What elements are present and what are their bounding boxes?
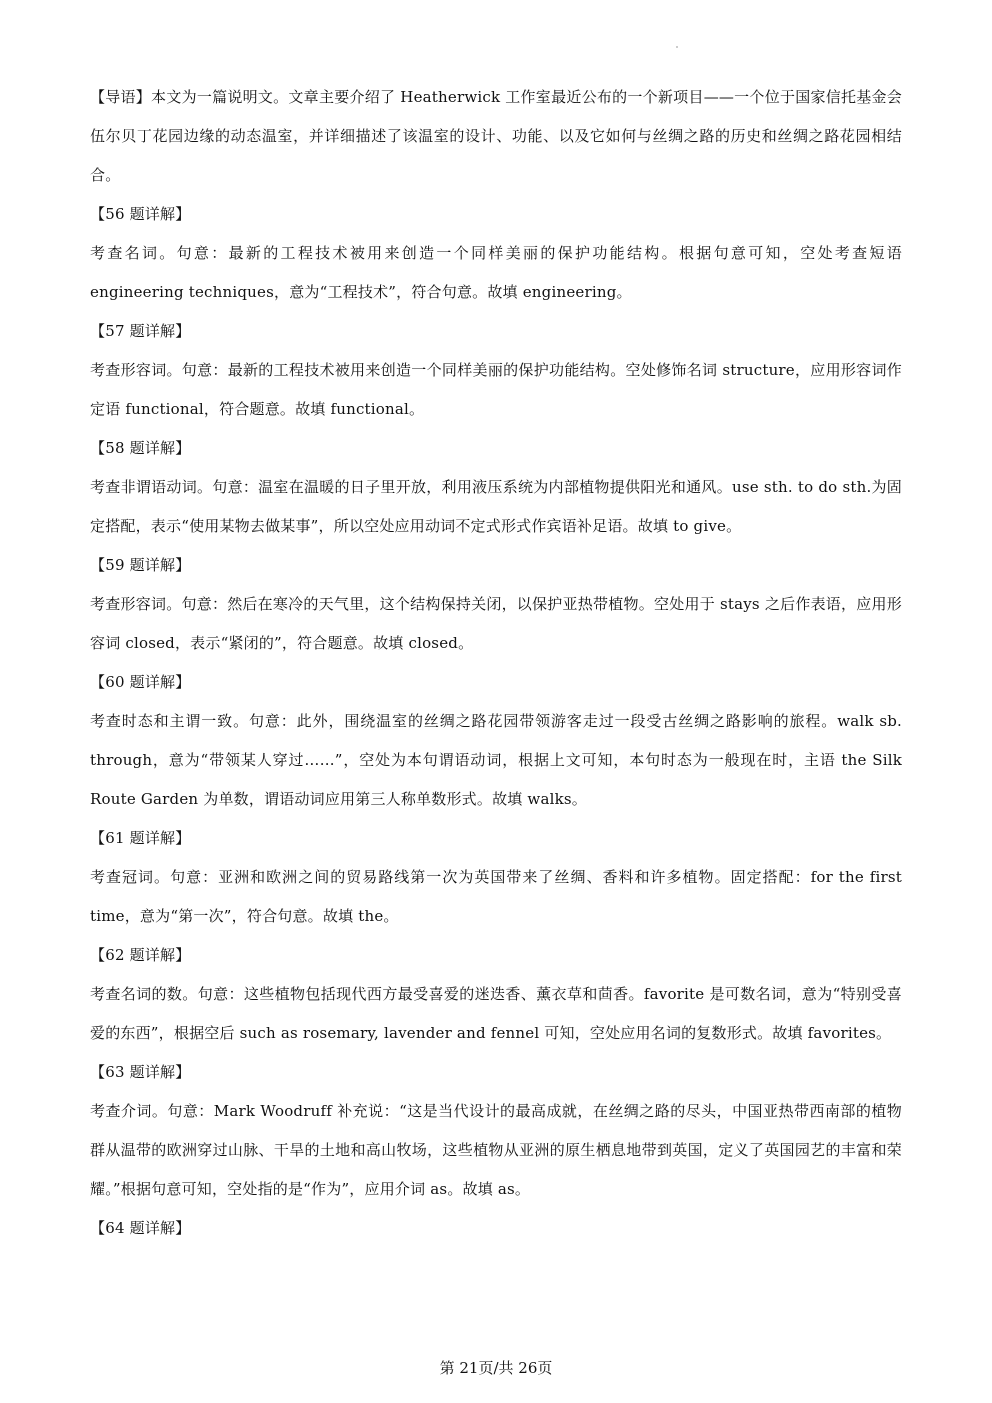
- section-title: 【56 题详解】: [90, 205, 191, 223]
- section-body: 考查非谓语动词。句意：温室在温暖的日子里开放，利用液压系统为内部植物提供阳光和通风。use sth. to do sth.为固定搭配，表示“使用某物去做某事”，所以空处应用动词不定式形式作宾语补足语。故填 to give。: [90, 478, 902, 535]
- section-title: 【57 题详解】: [90, 322, 191, 340]
- section-60: [90, 663, 902, 819]
- section-58: [90, 429, 902, 546]
- section-title: 【64 题详解】: [90, 1219, 191, 1237]
- section-body: 考查介词。句意：Mark Woodruff 补充说：“这是当代设计的最高成就，在丝绸之路的尽头，中国亚热带西南部的植物群从温带的欧洲穿过山脉、干旱的土地和高山牧场，这些植物从亚洲的原生栖息地带到英国，定义了英国园艺的丰富和荣耀。”根据句意可知，空处指的是“作为”，应用介词 as。故填 as。: [90, 1102, 902, 1198]
- section-64: [90, 1209, 902, 1248]
- section-body: 考查形容词。句意：最新的工程技术被用来创造一个同样美丽的保护功能结构。空处修饰名词 structure，应用形容词作定语 functional，符合题意。故填 functional。: [90, 361, 902, 418]
- section-61: [90, 819, 902, 936]
- scan-speck: [676, 46, 678, 48]
- section-title: 【60 题详解】: [90, 673, 191, 691]
- section-62: [90, 936, 902, 1053]
- section-63: [90, 1053, 902, 1209]
- section-title: 【59 题详解】: [90, 556, 191, 574]
- page-content: [90, 78, 902, 1248]
- section-title: 【61 题详解】: [90, 829, 191, 847]
- section-title: 【62 题详解】: [90, 946, 191, 964]
- section-title: 【63 题详解】: [90, 1063, 191, 1081]
- section-body: 考查形容词。句意：然后在寒冷的天气里，这个结构保持关闭，以保护亚热带植物。空处用于 stays 之后作表语，应用形容词 closed，表示“紧闭的”，符合题意。故填 closed。: [90, 595, 902, 652]
- section-title: 【58 题详解】: [90, 439, 191, 457]
- section-body: 考查名词的数。句意：这些植物包括现代西方最受喜爱的迷迭香、薰衣草和茴香。favorite 是可数名词，意为“特别受喜爱的东西”，根据空后 such as rosemary, lavender and fennel 可知，空处应用名词的复数形式。故填 favorites。: [90, 985, 902, 1042]
- section-57: [90, 312, 902, 429]
- section-body: 考查时态和主谓一致。句意：此外，围绕温室的丝绸之路花园带领游客走过一段受古丝绸之路影响的旅程。walk sb. through，意为“带领某人穿过……”，空处为本句谓语动词，根据上文可知，本句时态为一般现在时，主语 the Silk Route Garden 为单数，谓语动词应用第三人称单数形式。故填 walks。: [90, 712, 902, 808]
- intro-paragraph: 【导语】本文为一篇说明文。文章主要介绍了 Heatherwick 工作室最近公布的一个新项目——一个位于国家信托基金会伍尔贝丁花园边缘的动态温室，并详细描述了该温室的设计、功能、以及它如何与丝绸之路的历史和丝绸之路花园相结合。: [90, 88, 902, 184]
- section-body: 考查名词。句意：最新的工程技术被用来创造一个同样美丽的保护功能结构。根据句意可知，空处考查短语 engineering techniques，意为“工程技术”，符合句意。故填 engineering。: [90, 244, 902, 301]
- section-59: [90, 546, 902, 663]
- section-56: [90, 195, 902, 312]
- section-body: 考查冠词。句意：亚洲和欧洲之间的贸易路线第一次为英国带来了丝绸、香料和许多植物。固定搭配：for the first time，意为“第一次”，符合句意。故填 the。: [90, 868, 902, 925]
- page-footer: 第 21页/共 26页: [439, 1359, 553, 1377]
